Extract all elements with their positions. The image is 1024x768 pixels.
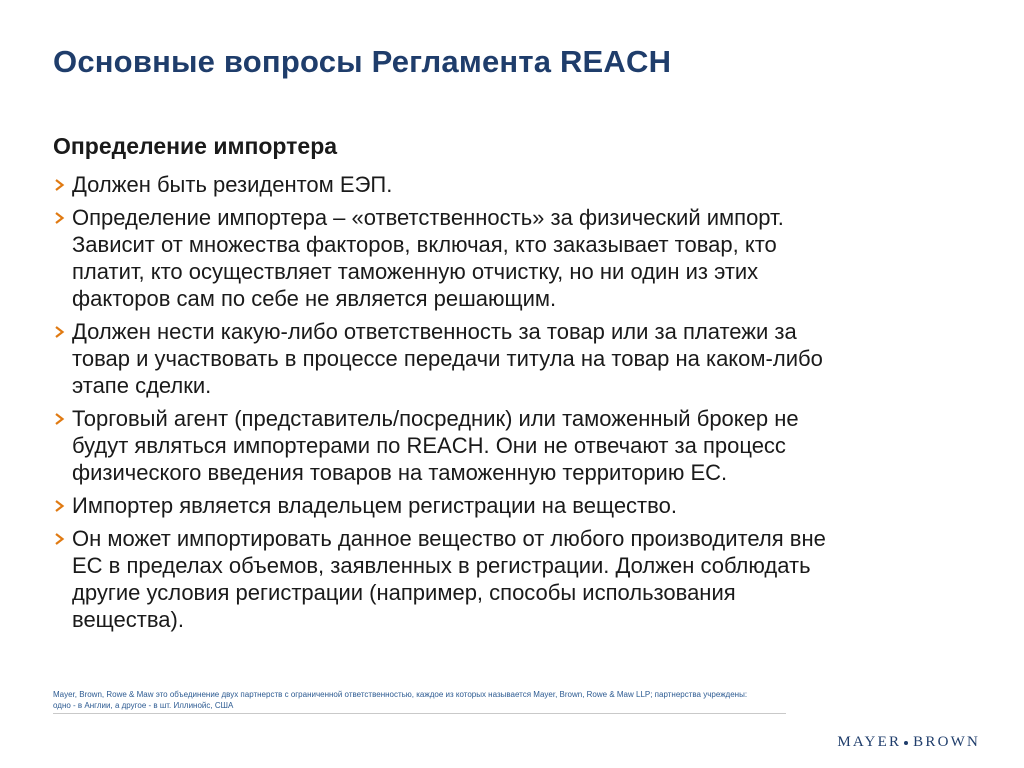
logo-word-left: MAYER <box>837 734 902 750</box>
footer-legal-note: Mayer, Brown, Rowe & Maw это объединение двух партнерств с ограниченной ответственностью, каждое из которых называется Mayer, Brown, Rowe & Maw LLP; партнерства учреждены: одно - в Англии, а другое - в шт. Иллинойс, США <box>53 690 748 710</box>
bullet-text: Должен нести какую-либо ответственность за товар или за платежи за товар и участвовать в процессе передачи титула на товар на каком-либо этапе сделки. <box>72 319 823 398</box>
mayer-brown-logo <box>837 734 980 751</box>
bullet-text: Определение импортера – «ответственность» за физический импорт. Зависит от множества факторов, включая, кто заказывает товар, кто платит, кто осуществляет таможенную отчистку, но ни один из этих факторов сам по себе не является решающим. <box>72 205 784 311</box>
logo-dot-icon <box>904 741 908 745</box>
section-heading: Определение импортера <box>53 133 338 159</box>
chevron-right-icon <box>53 171 72 198</box>
bullet-item <box>53 171 973 198</box>
chevron-right-icon <box>53 525 72 552</box>
chevron-right-icon <box>53 492 72 519</box>
bullet-item <box>53 525 973 633</box>
chevron-right-icon <box>53 318 72 345</box>
chevron-right-icon <box>53 204 72 231</box>
footer-divider <box>53 713 786 714</box>
bullet-text: Торговый агент (представитель/посредник) или таможенный брокер не будут являться импортерами по REACH. Они не отвечают за процесс физического введения товаров на таможенную территорию ЕС. <box>72 406 799 485</box>
bullet-item <box>53 492 973 519</box>
bullet-item <box>53 318 973 399</box>
logo-word-right: BROWN <box>913 734 980 750</box>
chevron-right-icon <box>53 405 72 432</box>
bullet-text: Должен быть резидентом ЕЭП. <box>72 172 393 197</box>
bullet-list <box>53 171 973 639</box>
bullet-item <box>53 204 973 312</box>
bullet-text: Импортер является владельцем регистрации на вещество. <box>72 493 677 518</box>
bullet-text: Он может импортировать данное вещество от любого производителя вне ЕС в пределах объемов, заявленных в регистрации. Должен соблюдать другие условия регистрации (например, способы использования вещества). <box>72 526 826 632</box>
slide-title: Основные вопросы Регламента REACH <box>53 44 672 79</box>
bullet-item <box>53 405 973 486</box>
